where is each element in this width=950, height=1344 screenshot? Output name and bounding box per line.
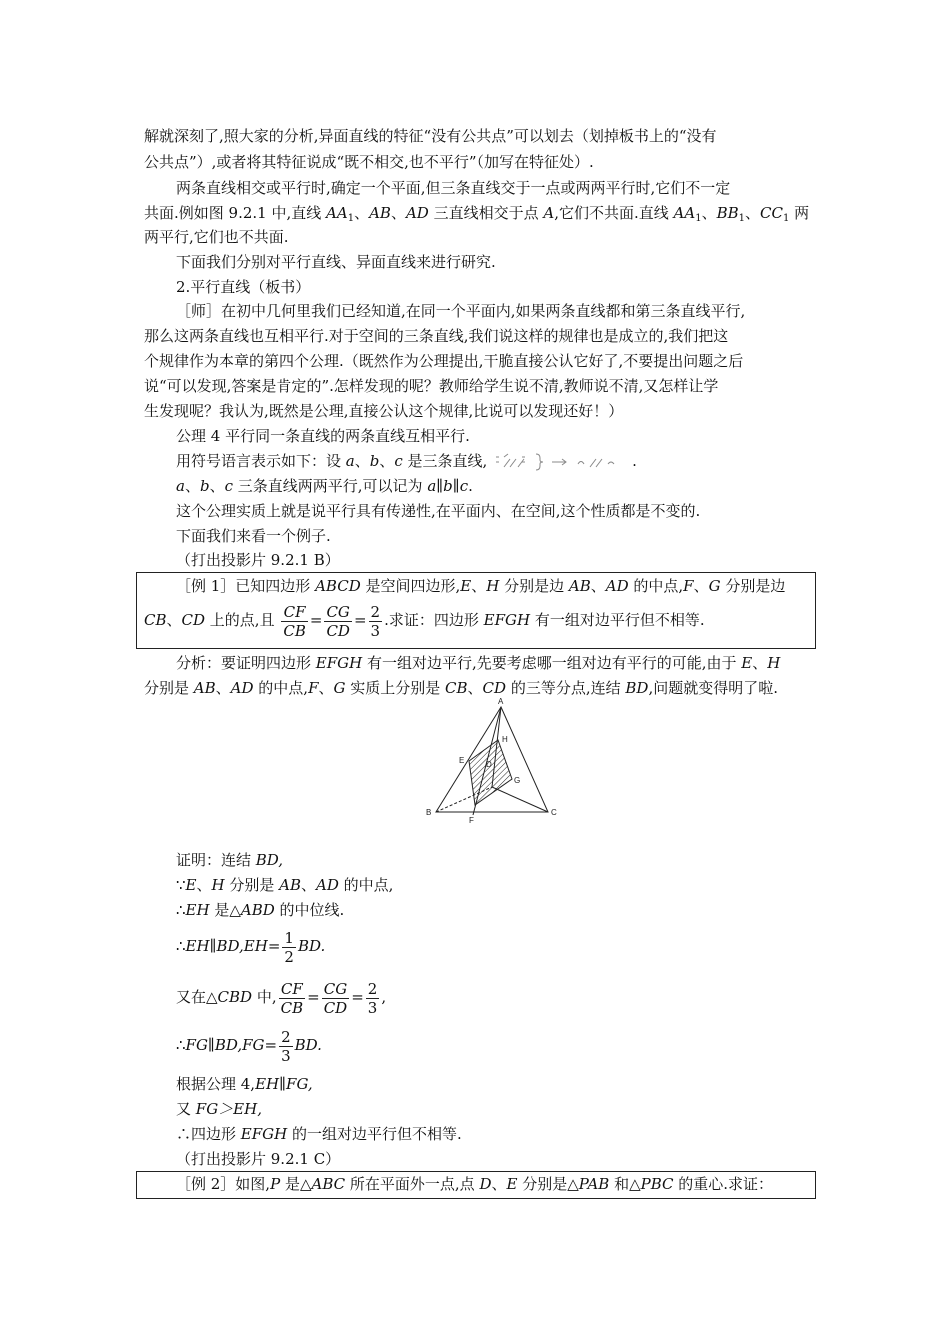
symbol-formula-image xyxy=(492,453,632,471)
para-line: 说“可以发现,答案是肯定的”.怎样发现的呢？教师给学生说不清,教师说不清,又怎样让学 xyxy=(144,377,719,395)
para-line: 公共点”）,或者将其特征说成“既不相交,也不平行”（加写在特征处）. xyxy=(144,153,594,171)
proof-line: ∴EH 是△ABD 的中位线. xyxy=(176,901,345,919)
label-c: C xyxy=(551,808,557,817)
proof-line: 又在△CBD 中, $\frac{CF}{CB}$ = $\frac{CG}{CD}$ = $\frac{2}{3}$ , xyxy=(176,979,387,1017)
fraction-2-3: $\frac{2}{3}$ xyxy=(370,602,381,640)
example-1-line: CB、CD 上的点,且 $\frac{CF}{CB}$ = $\frac{CG}{CD}$ = $\frac{2}{3}$ .求证：四边形 EFGH 有一组对边平行但不相等. xyxy=(144,602,705,640)
fraction-cf-cb: $\frac{CF}{CB}$ xyxy=(280,979,304,1017)
proof-line: ∴EH∥BD,EH= $\frac{1}{2}$ BD. xyxy=(176,928,326,966)
fraction-1-2: $\frac{1}{2}$ xyxy=(284,928,294,966)
proof-line: ∴四边形 EFGH 的一组对边平行但不相等. xyxy=(176,1125,462,1143)
para-line: 两平行,它们也不共面. xyxy=(144,228,289,246)
proof-line: ∴FG∥BD,FG= $\frac{2}{3}$ BD. xyxy=(176,1027,322,1065)
para-line: 下面我们分别对平行直线、异面直线来进行研究. xyxy=(176,253,496,271)
para-line: 两条直线相交或平行时,确定一个平面,但三条直线交于一点或两两平行时,它们不一定 xyxy=(176,179,731,197)
label-d: D xyxy=(486,760,492,769)
proof-line: 又 FG＞EH, xyxy=(176,1100,262,1118)
para-line: 用符号语言表示如下：设 a、b、c 是三条直线, . xyxy=(176,452,637,470)
example-2-line: ［例 2］如图,P 是△ABC 所在平面外一点,点 D、E 分别是△PAB 和△PBC 的重心.求证： xyxy=(176,1175,774,1193)
slide-note: （打出投影片 9.2.1 B） xyxy=(176,551,340,569)
para-line: a、b、c 三条直线两两平行,可以记为 a∥b∥c. xyxy=(176,477,473,495)
para-line: 生发现呢？我认为,既然是公理,直接公认这个规律,比说可以发现还好！） xyxy=(144,402,624,420)
para-line: 个规律作为本章的第四个公理.（既然作为公理提出,干脆直接公认它好了,不要提出问题之后 xyxy=(144,352,744,370)
section-heading: 2.平行直线（板书） xyxy=(176,278,311,296)
proof-line: 根据公理 4,EH∥FG, xyxy=(176,1075,313,1093)
para-line: 解就深刻了,照大家的分析,异面直线的特征“没有公共点”可以划去（划掉板书上的“没有 xyxy=(144,127,717,145)
fraction-cg-cd: $\frac{CG}{CD}$ xyxy=(326,602,350,640)
fraction-2-3: $\frac{2}{3}$ xyxy=(367,979,378,1017)
fraction-cg-cd: $\frac{CG}{CD}$ xyxy=(323,979,348,1017)
figure-edge-cd xyxy=(492,787,548,812)
para-line: 共面.例如图 9.2.1 中,直线 $AA_1$、AB、AD 三直线相交于点 A,它们不共面.直线 $AA_1$、$BB_1$、$CC_1$ 两 xyxy=(144,204,810,224)
para-line: ［师］在初中几何里我们已经知道,在同一个平面内,如果两条直线都和第三条直线平行, xyxy=(176,302,746,320)
label-f: F xyxy=(469,816,474,825)
para-line: 那么这两条直线也互相平行.对于空间的三条直线,我们说这样的规律也是成立的,我们把这 xyxy=(144,327,729,345)
analysis-line: 分别是 AB、AD 的中点,F、G 实质上分别是 CB、CD 的三等分点,连结 BD,问题就变得明了啦. xyxy=(144,679,778,697)
example-1-line: ［例 1］已知四边形 ABCD 是空间四边形,E、H 分别是边 AB、AD 的中点,F、G 分别是边 xyxy=(176,577,786,595)
quadrilateral-efgh xyxy=(469,740,512,805)
label-g: G xyxy=(514,776,521,785)
label-e: E xyxy=(459,756,465,765)
fraction-cf-cb: $\frac{CF}{CB}$ xyxy=(283,602,306,640)
para-line: 这个公理实质上就是说平行具有传递性,在平面内、在空间,这个性质都是不变的. xyxy=(176,502,701,520)
para-line: 下面我们来看一个例子. xyxy=(176,527,331,545)
slide-note: （打出投影片 9.2.1 C） xyxy=(176,1150,341,1168)
label-h: H xyxy=(502,735,508,744)
proof-line: ∵E、H 分别是 AB、AD 的中点, xyxy=(176,876,394,894)
label-b: B xyxy=(426,808,432,817)
axiom-4: 公理 4 平行同一条直线的两条直线互相平行. xyxy=(176,427,470,445)
proof-line: 证明：连结 BD, xyxy=(176,851,284,869)
fraction-2-3: $\frac{2}{3}$ xyxy=(281,1027,291,1065)
tetrahedron-figure xyxy=(420,695,560,825)
label-a: A xyxy=(498,697,504,706)
analysis-line: 分析：要证明四边形 EFGH 有一组对边平行,先要考虑哪一组对边有平行的可能,由于 E、H xyxy=(176,654,781,672)
